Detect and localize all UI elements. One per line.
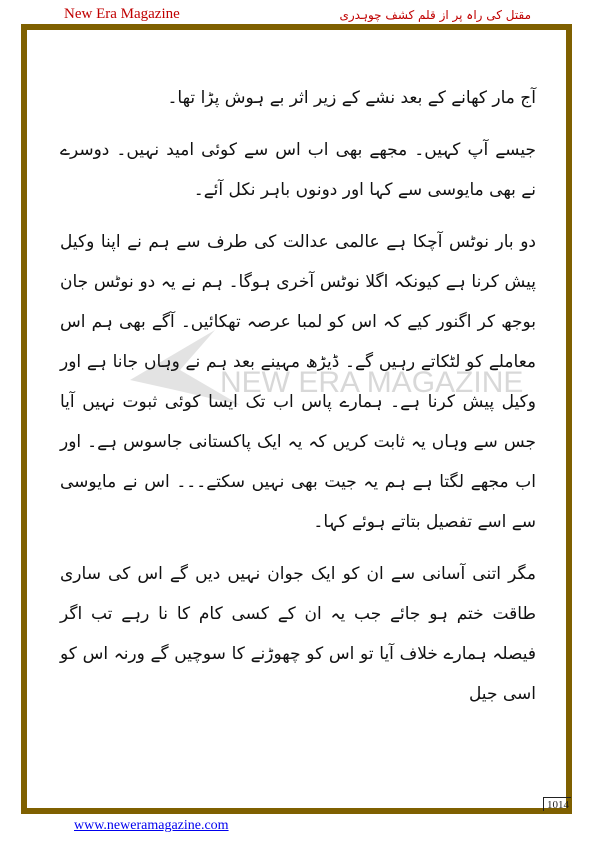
paragraph: دو بار نوٹس آچکا ہے عالمی عدالت کی طرف سے ہم نے اپنا وکیل پیش کرنا ہے کیونکہ اگلا نوٹس آخری ہوگا۔ ہم نے یہ دو نوٹس جان بوجھ کر اگنور کیے کہ اس کو لمبا عرصہ تھکائیں۔ آگے بھی ہم اس معاملے کو لٹکاتے رہیں گے۔ ڈیڑھ مہینے بعد ہم نے وہاں جانا ہے اور وکیل پیش کرنا ہے۔ ہمارے پاس اب تک ایسا کوئی ثبوت نہیں آیا جس سے وہاں یہ ثابت کریں کہ یہ ایک پاکستانی جاسوس ہے۔ اور اب مجھے لگتا ہے ہم یہ جیت بھی نہیں سکتے۔۔۔ اس نے مایوسی سے اسے تفصیل بتاتے ہوئے کہا۔	[60, 232, 536, 532]
watermark-text: NEW ERA MAGAZINE	[220, 366, 524, 399]
article-body	[60, 78, 536, 726]
website-link[interactable]: www.neweramagazine.com	[74, 818, 229, 833]
story-title: مقتل کی راہ پر از قلم کشف چوہدری	[339, 8, 531, 22]
paragraph: آج مار کھانے کے بعد نشے کے زیر اثر بے ہوش پڑا تھا۔	[167, 88, 536, 108]
magazine-name: New Era Magazine	[64, 6, 180, 22]
paragraph: جیسے آپ کہیں۔ مجھے بھی اب اس سے کوئی امید نہیں۔ دوسرے نے بھی مایوسی سے کہا اور دونوں باہر نکل آئے۔	[60, 140, 536, 200]
page-number: 1014	[543, 797, 571, 811]
paragraph: مگر اتنی آسانی سے ان کو ایک جوان نہیں دیں گے اس کی ساری طاقت ختم ہو جائے جب یہ ان کے کسی کام کا نا رہے تب اگر فیصلہ ہمارے خلاف آیا تو اس کو چھوڑنے کا سوچیں گے ورنہ اس کو اسی جیل	[60, 564, 536, 704]
